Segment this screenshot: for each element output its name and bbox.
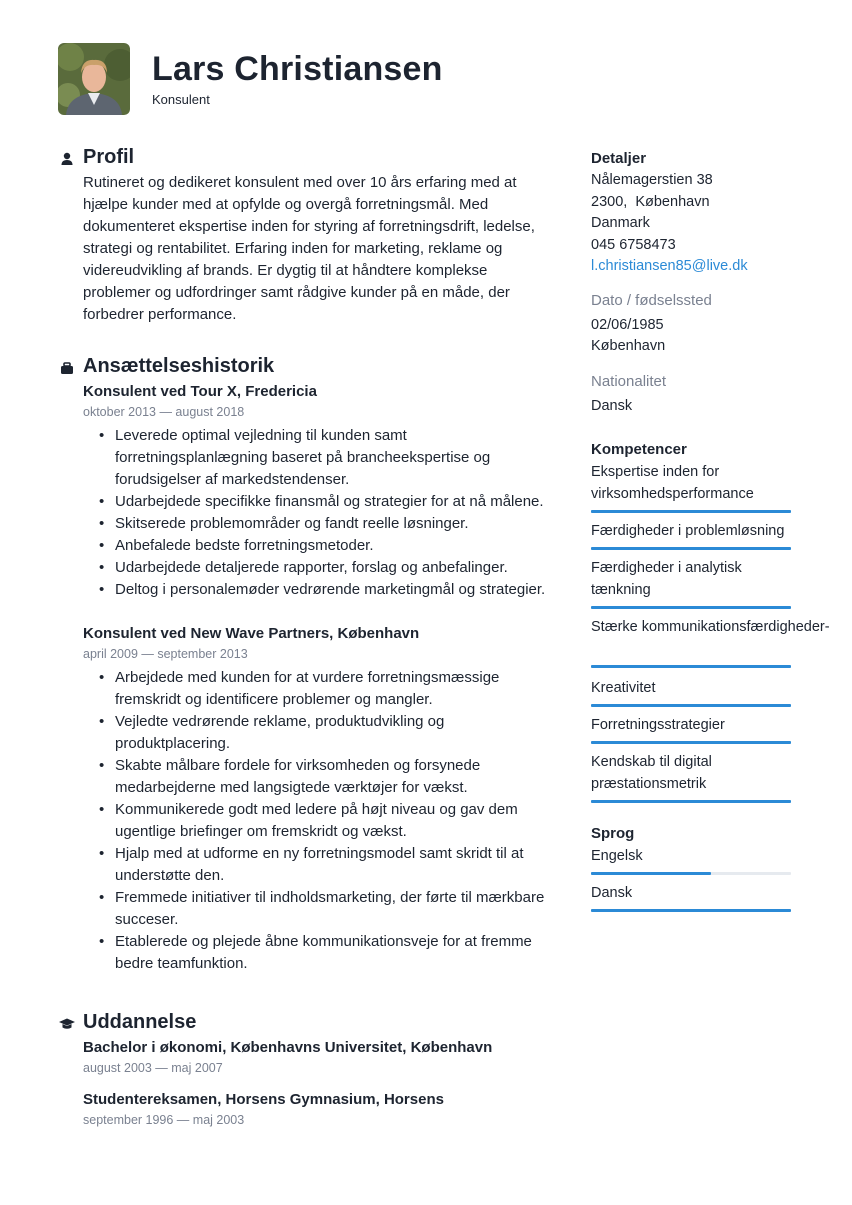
birth-place: København [591,338,666,354]
skill-item [591,751,791,803]
employment-heading: Ansættelseshistorik [83,355,275,377]
bullet-item: • Deltog i personalemøder vedrørende marketingmål og strategier. [115,579,558,601]
skill-bar [591,510,791,513]
bullet-item: • Vejledte vedrørende reklame, produktudvikling og produktplacering. [115,711,558,755]
bullet-item: • Anbefalede bedste forretningsmetoder. [115,535,558,557]
education-heading: Uddannelse [83,1011,197,1033]
birth-label: Dato / fødselssted [591,291,712,309]
address-line-2: 2300, København [591,193,710,210]
skill-label: Færdigheder i analytisk tænkning [591,560,742,598]
education-title: Studentereksamen, Horsens Gymnasium, Horsens [83,1091,444,1108]
skill-item [591,616,830,668]
briefcase-icon [58,359,76,377]
languages-heading: Sprog [591,825,635,842]
skill-item [591,714,791,744]
education-section [58,1011,558,1129]
nationality: Dansk [591,397,633,414]
profile-text: Rutineret og dedikeret konsulent med over 10 års erfaring med at hjælpe kunder med at opfylde og overgå forretningsmål. Med dokumenteret ekspertise inden for styring af forretningsdrift, ledelse, strategi og rentabilitet. Erfaring inden for marketing, reklame og videreudvikling af brands. Er dygtig til at håndtere komplekse problemer og udfordringer samt rådgive kunder på en måde, der forbedrer performance. [83,174,535,323]
education-dates: august 2003 — maj 2007 [83,1061,223,1075]
skill-item [591,520,791,550]
language-bar [591,872,791,875]
bullet-item: • Arbejdede med kunden for at vurdere forretningsmæssige fremskridt og identificere problemer og mangler. [115,667,558,711]
graduation-cap-icon [58,1015,76,1033]
main-column [58,146,558,1133]
birth-date: 02/06/1985 [591,316,664,333]
candidate-job-title: Konsulent [152,92,210,107]
job-title: Konsulent ved Tour X, Fredericia [83,383,317,400]
nationality-label: Nationalitet [591,372,667,390]
skills-heading: Kompetencer [591,441,687,458]
bullet-item: • Skitserede problemområder og fandt reelle løsninger. [115,513,558,535]
language-label: Engelsk [591,848,643,864]
skill-label: Ekspertise inden for virksomhedsperformance [591,464,754,502]
person-icon [58,150,76,168]
profile-heading: Profil [83,146,135,168]
skill-bar [591,547,791,550]
bullet-item: • Udarbejdede detaljerede rapporter, forslag og anbefalinger. [115,557,558,579]
job-title: Konsulent ved New Wave Partners, København [83,625,420,642]
skill-label: Kendskab til digital præstationsmetrik [591,754,712,792]
education-title: Bachelor i økonomi, Københavns Universitet, København [83,1039,493,1056]
bullet-item: • Fremmede initiativer til indholdsmarketing, der førte til mærkbare succeser. [115,887,558,931]
bullet-item: • Hjalp med at udforme en ny forretningsmodel samt skridt til at understøtte den. [115,843,558,887]
education-entry [83,1037,558,1077]
job-dates: oktober 2013 — august 2018 [83,405,245,419]
skill-bar [591,606,791,609]
address-line-1: Nålemagerstien 38 [591,172,713,188]
skill-label: Forretningsstrategier [591,717,725,733]
phone: 045 6758473 [591,236,676,253]
skill-bar [591,741,791,744]
candidate-name: Lars Christiansen [152,50,443,88]
language-item [591,882,791,912]
skill-label: Stærke kommunikationsfærdigheder- [591,619,830,635]
education-entry [83,1089,558,1129]
avatar [58,43,130,115]
email-link[interactable]: l.christiansen85@live.dk [591,258,748,274]
country: Danmark [591,215,650,231]
skill-bar [591,665,791,668]
language-label: Dansk [591,885,633,901]
bullet-item: • Udarbejdede specifikke finansmål og strategier for at nå målene. [115,491,558,513]
employment-section [58,355,558,975]
skill-bar [591,704,791,707]
bullet-item: • Leverede optimal vejledning til kunden samt forretningsplanlægning baseret på brancheekspertise og forudsigelser af markedstendenser. [115,425,558,491]
job-bullets [83,425,558,601]
sidebar-column [591,148,830,912]
education-dates: september 1996 — maj 2003 [83,1113,245,1127]
job-entry [83,381,558,601]
skill-label: Kreativitet [591,680,656,696]
skill-bar [591,800,791,803]
bullet-item: • Skabte målbare fordele for virksomheden og forsynede medarbejderne med langsigtede værktøjer for vækst. [115,755,558,799]
language-item [591,845,791,875]
job-dates: april 2009 — september 2013 [83,647,248,661]
language-bar [591,909,791,912]
skill-item [591,557,791,609]
job-bullets [83,667,558,975]
profile-section [58,146,558,326]
job-entry [83,623,558,975]
skill-label: Færdigheder i problemløsning [591,523,785,539]
bullet-item: • Etablerede og plejede åbne kommunikationsveje for at fremme bedre teamfunktion. [115,931,558,975]
bullet-item: • Kommunikerede godt med ledere på højt niveau og gav dem ugentlige briefinger om fremskridt og vækst. [115,799,558,843]
skill-item [591,677,791,707]
details-heading: Detaljer [591,150,647,167]
skill-item [591,461,791,513]
